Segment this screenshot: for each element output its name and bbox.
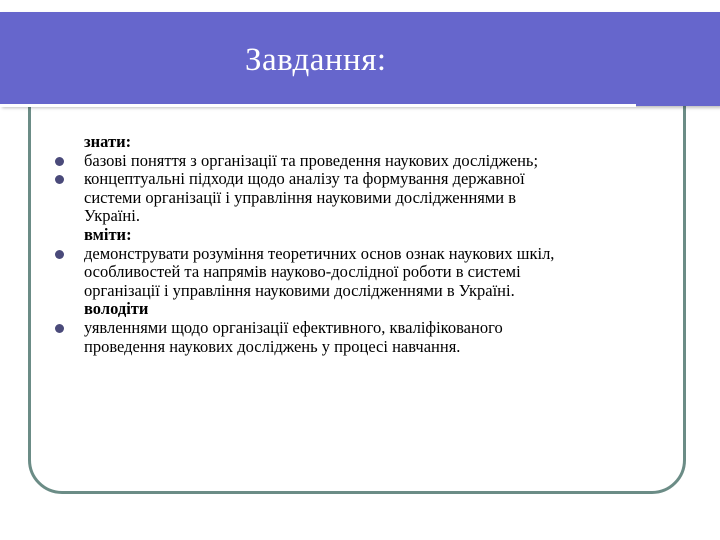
bullet-item xyxy=(84,170,674,189)
bullet-text-continued: системи організації і управління науковими дослідженнями в xyxy=(84,187,517,207)
bullet-text: уявленнями щодо організації ефективного, кваліфікованого xyxy=(84,317,503,337)
title-bar xyxy=(0,12,720,106)
label-znaty: знати: xyxy=(84,132,132,151)
bullet-text-continued: проведення наукових досліджень у процесі навчання. xyxy=(84,336,461,356)
bullet-text: концептуальні підходи щодо аналізу та формування державної xyxy=(84,169,525,189)
bullet-text-continued: організації і управління науковими дослідженнями в Україні. xyxy=(84,280,515,300)
slide-title: Завдання: xyxy=(245,42,387,78)
bullet-item xyxy=(84,245,674,264)
bullet-item xyxy=(84,319,674,338)
title-underline xyxy=(0,104,636,107)
slide-content xyxy=(84,133,674,356)
bullet-text-continued: особливостей та напрямів науково-дослідної роботи в системі xyxy=(84,262,521,282)
bullet-dot-icon xyxy=(55,250,64,259)
bullet-dot-icon xyxy=(55,157,64,166)
label-volodity: володіти xyxy=(84,299,149,319)
bullet-text: базові поняття з організації та проведення наукових досліджень; xyxy=(84,150,539,170)
bullet-dot-icon xyxy=(55,324,64,333)
label-vmity: вміти: xyxy=(84,224,132,244)
bullet-text-continued: Україні. xyxy=(84,206,140,226)
bullet-text: демонструвати розуміння теоретичних основ ознак наукових шкіл, xyxy=(84,243,555,263)
bullet-item xyxy=(84,152,674,171)
